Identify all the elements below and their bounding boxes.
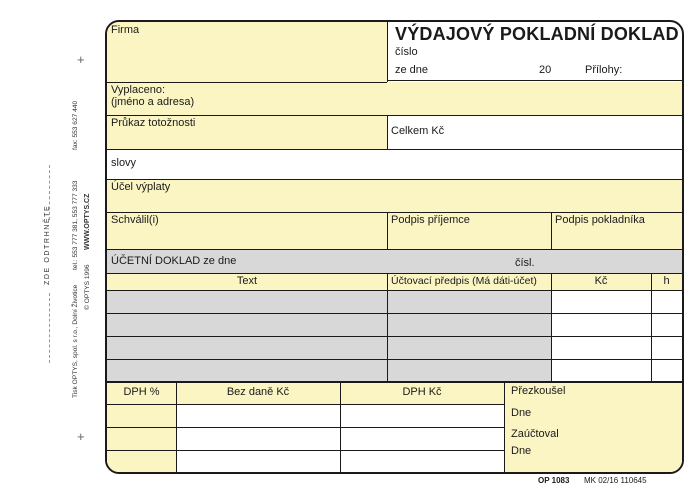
grid-line <box>387 273 388 381</box>
recipient-signature-label: Podpis příjemce <box>391 214 470 226</box>
date-label: ze dne <box>395 64 429 76</box>
tear-line <box>49 293 50 363</box>
vat-base-header: Bez daně Kč <box>176 381 340 404</box>
accounting-document-row[interactable] <box>107 249 682 273</box>
vat-rate-header: DPH % <box>107 381 176 404</box>
approved-by-field[interactable] <box>107 212 387 249</box>
grid-line <box>340 381 341 472</box>
expense-cash-voucher-form <box>105 20 684 474</box>
grid-line <box>551 273 552 381</box>
recipient-signature-field[interactable] <box>387 212 551 249</box>
crosshair-mark-bottom: + <box>77 429 85 444</box>
grid-line <box>107 313 682 314</box>
accounting-number-label: čísl. <box>515 257 535 269</box>
table-row[interactable] <box>107 290 387 313</box>
vat-amount-header: DPH Kč <box>340 381 504 404</box>
checked-by-label: Přezkoušel <box>511 385 566 397</box>
grid-line <box>107 149 682 150</box>
grid-line <box>651 273 652 381</box>
approved-by-label: Schválil(i) <box>111 214 159 226</box>
paid-to-sublabel: (jméno a adresa) <box>111 96 195 108</box>
column-amount-header: Kč <box>551 273 651 290</box>
checked-date-label: Dne <box>511 407 532 419</box>
form-code: OP 1083 <box>538 476 570 485</box>
grid-line <box>107 427 504 428</box>
in-words-label: slovy <box>111 157 137 169</box>
cashier-signature-label: Podpis pokladníka <box>555 214 645 226</box>
purpose-field[interactable] <box>107 179 682 212</box>
accounting-document-label: ÚČETNÍ DOKLAD ze dne <box>111 255 237 267</box>
number-label: číslo <box>395 46 418 58</box>
year-prefix: 20 <box>539 64 552 76</box>
grid-line <box>387 80 682 81</box>
column-text-header: Text <box>107 273 387 290</box>
grid-line <box>107 273 682 274</box>
vat-rate-column[interactable] <box>107 404 176 472</box>
grid-line <box>107 212 682 213</box>
printer-fax: fax: 553 627 440 <box>72 100 79 150</box>
grid-line <box>107 450 504 451</box>
paid-to-field[interactable] <box>107 82 682 115</box>
table-row[interactable] <box>107 336 387 359</box>
table-row[interactable] <box>107 359 387 381</box>
column-posting-header: Účtovací předpis (Má dáti-účet) <box>387 273 551 290</box>
paid-to-label: Vyplaceno: <box>111 84 166 96</box>
grid-line <box>107 115 682 116</box>
total-field[interactable] <box>387 115 682 149</box>
grid-line <box>387 22 388 82</box>
printer-credit: Tisk OPTYS, spol. s r.o., Dolní Životice <box>72 284 79 398</box>
posted-by-label: Zaúčtoval <box>511 428 559 440</box>
grid-line <box>107 249 682 250</box>
in-words-field[interactable] <box>107 149 682 179</box>
purpose-label: Účel výplaty <box>111 181 171 193</box>
tear-here-text: ZDE ODTRHNĚTE <box>44 204 51 285</box>
form-revision: MK 02/16 110645 <box>584 476 647 485</box>
grid-line <box>107 381 682 383</box>
company-label: Firma <box>111 24 140 36</box>
copyright-text: © OPTYS 1996 <box>84 264 91 310</box>
posted-date-label: Dne <box>511 445 532 457</box>
grid-line <box>107 179 682 180</box>
grid-line <box>107 82 387 83</box>
tear-line-upper <box>49 165 50 220</box>
crosshair-mark-top: + <box>77 52 85 67</box>
grid-line <box>504 381 505 472</box>
id-card-field[interactable] <box>107 115 387 149</box>
column-hal-header: h <box>651 273 682 290</box>
total-label: Celkem Kč <box>391 125 445 137</box>
company-field[interactable] <box>107 22 387 82</box>
grid-line <box>107 359 682 360</box>
grid-line <box>551 212 552 249</box>
grid-line <box>107 336 682 337</box>
grid-line <box>176 381 177 472</box>
table-row[interactable] <box>107 313 387 336</box>
grid-line <box>107 290 682 291</box>
id-card-label: Průkaz totožnosti <box>111 117 196 129</box>
attachments-label: Přílohy: <box>585 64 623 76</box>
cashier-signature-field[interactable] <box>551 212 682 249</box>
grid-line <box>387 212 388 249</box>
grid-line <box>107 404 504 405</box>
website-text: WWW.OPTYS.CZ <box>84 193 91 250</box>
printer-phone: tel.: 553 777 381, 553 777 333 <box>72 180 79 270</box>
document-title: VÝDAJOVÝ POKLADNÍ DOKLAD <box>395 24 679 44</box>
grid-line <box>387 115 388 149</box>
